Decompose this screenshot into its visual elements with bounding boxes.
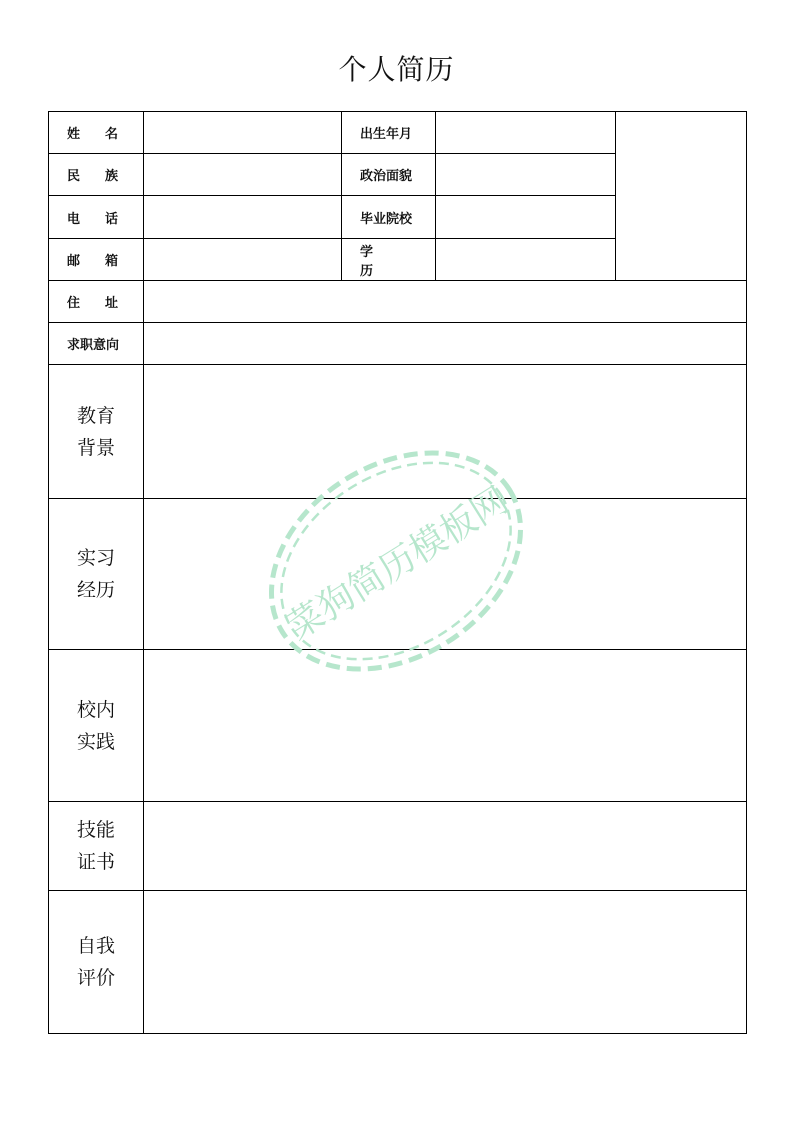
skills-section-label xyxy=(49,802,144,891)
section-label-line: 实习 xyxy=(76,547,115,569)
job-intention-field[interactable] xyxy=(144,323,747,365)
skills-content[interactable] xyxy=(144,802,747,891)
phone-field[interactable] xyxy=(144,196,342,239)
campus-practice-section-label xyxy=(49,650,144,802)
page-title: 个人简历 xyxy=(338,53,455,86)
political-field[interactable] xyxy=(436,154,616,196)
section-label-line: 实践 xyxy=(76,730,115,753)
education-level-label: 学历 xyxy=(342,239,436,281)
internship-section-label xyxy=(49,499,144,650)
internship-content[interactable] xyxy=(144,499,747,650)
political-label: 政治面貌 xyxy=(342,154,436,196)
section-label-line: 证书 xyxy=(76,851,115,873)
self-evaluation-section-label xyxy=(49,891,144,1034)
education-content[interactable] xyxy=(144,365,747,499)
section-label-line: 经历 xyxy=(76,579,115,601)
section-label-line: 教育 xyxy=(76,404,115,427)
birth-field[interactable] xyxy=(436,112,616,154)
job-intention-label: 求职意向 xyxy=(49,323,144,365)
section-label-line: 校内 xyxy=(76,698,115,721)
ethnicity-field[interactable] xyxy=(144,154,342,196)
education-level-field[interactable] xyxy=(436,239,616,281)
self-evaluation-content[interactable] xyxy=(144,891,747,1034)
email-label: 邮箱 xyxy=(49,239,144,281)
name-label: 姓名 xyxy=(49,112,144,154)
section-label-line: 评价 xyxy=(76,967,115,989)
section-label-line: 自我 xyxy=(76,935,115,957)
resume-table xyxy=(48,111,747,1034)
watermark-text: 菜狗简历模板网 xyxy=(280,479,516,649)
photo-area[interactable] xyxy=(616,112,747,281)
email-field[interactable] xyxy=(144,239,342,281)
name-field[interactable] xyxy=(144,112,342,154)
school-label: 毕业院校 xyxy=(342,196,436,239)
section-label-line: 技能 xyxy=(76,819,115,841)
phone-label: 电话 xyxy=(49,196,144,239)
campus-practice-content[interactable] xyxy=(144,650,747,802)
birth-label: 出生年月 xyxy=(342,112,436,154)
section-label-line: 背景 xyxy=(76,436,115,459)
address-field[interactable] xyxy=(144,281,747,323)
education-section-label xyxy=(49,365,144,499)
school-field[interactable] xyxy=(436,196,616,239)
address-label: 住址 xyxy=(49,281,144,323)
ethnicity-label: 民族 xyxy=(49,154,144,196)
